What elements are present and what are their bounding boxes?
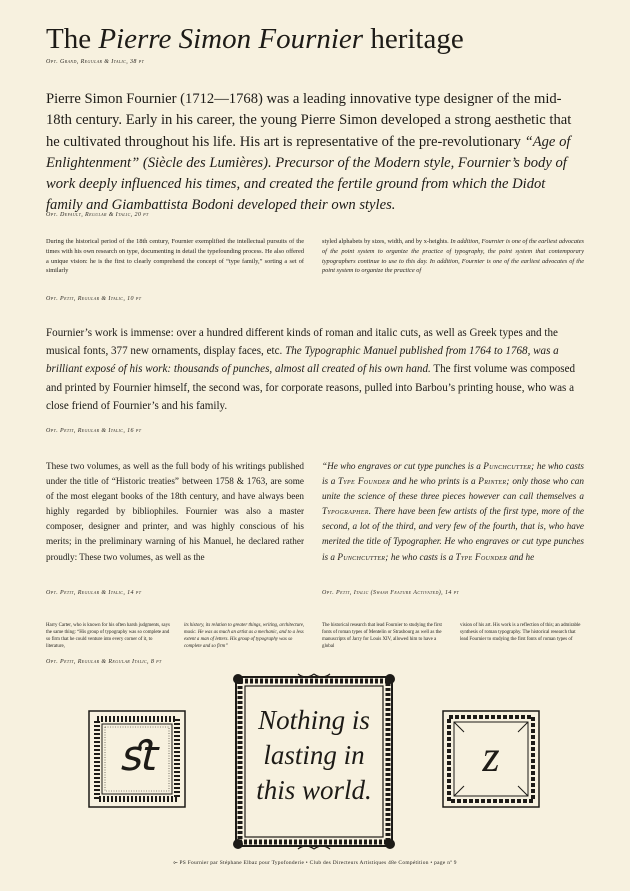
petit8-column-1: Harry Carter, who is known for his often harsh judgments, says the same thing: “His group of typography was so complete and so firm that he could venture into every corner of it, to literature, (46, 623, 170, 649)
petit10-right-column: styled alphabets by sizes, width, and by x-heights. In addition, Fournier is one of the earliest advocates of the point system to organize the practice of typography, the point system that contemporary typographers continue to use to this day. In addition, Fournier is one of the earliest advocates of the point system to organize the practice of (322, 238, 584, 275)
petit14-swash-column: “He who engraves or cut type punches is a Punchcutter; he who casts is a Type Founder and he who prints is a Printer; only those who can unite the science of these three pieces however can call themselves a Typographer. There have been few artists of the first type, more of the second, a lot of the third, and very few of the fourth, that is, who have merited the title of Typographer. He who engraves or cut type punches is a Punchcutter; he who casts is a Type Founder and he (322, 461, 584, 562)
caption-petit10: Opt. Petit, Regular & Italic, 10 pt (46, 296, 142, 302)
petit14-left-column: These two volumes, as well as the full body of his writings published under the title of “Historic treaties” between 1758 & 1763, are some of the most elegant books of the 18th century, and have always been highly regarded by bibliophiles. Fournier was also a master composer, designer and printer, and was highly conscious of his merits; in the preliminary warning of his Manuel, he declared rather proudly: These two volumes, as well as the (46, 461, 304, 562)
petit8-column-4: vision of his art. His work is a reflection of this; an admirable synthesis of roman typography. The historical research that lead Fournier to studying the first fonts of roman types of (460, 623, 581, 642)
swash-z-glyph: z (482, 732, 500, 781)
page-title: The Pierre Simon Fournier heritage (46, 23, 464, 55)
ornament-frame-right (442, 710, 540, 808)
ligature-st-glyph: ﬆ (118, 734, 156, 780)
caption-grand: Opt. Grand, Regular & Italic, 38 pt (46, 59, 145, 65)
petit8-column-2: its history, its relation to greater things, writing, architecture, music. He was as much an artist as a mechanic, and to a less extent a man of letters. His group of typography was so complete and so firm” (184, 623, 305, 649)
caption-petit14-swash: Opt. Petit, Italic (Swash Feature Activated), 14 pt (322, 590, 460, 596)
caption-default: Opt. Default, Regular & Italic, 20 pt (46, 212, 149, 218)
page-footer: ⟜ PS Fournier par Stéphane Elbaz pour Typofonderie • Club des Directeurs Artistiques 48e Compétition • page nº 9 (173, 860, 457, 866)
caption-petit14: Opt. Petit, Regular & Italic, 14 pt (46, 590, 142, 596)
petit16-paragraph: Fournier’s work is immense: over a hundred different kinds of roman and italic cuts, as well as Greek types and the musical fonts, 377 new ornaments, display faces, etc. The Typographic Manuel published from 1764 to 1768, was a brilliant exposé of his work: thousands of punches, almost all created of his own hand. The first volume was composed and printed by Fournier himself, the second was, for corporate reasons, pulled into Barbou’s printing house, who was a close friend of Fournier’s and his family. (46, 327, 576, 412)
ornament-frame-left (88, 710, 186, 808)
caption-petit16: Opt. Petit, Regular & Italic, 16 pt (46, 428, 142, 434)
petit10-left-column: During the historical period of the 18th century, Fournier exemplified the intellectual pursuits of the times with his own research on type, documenting in detail the typefounding process. He also offered a unique vision: he is the first to clearly comprehend the concept of “type family,” sorting a set of similarly (46, 238, 304, 275)
quote-text: Nothing is lasting in this world. (256, 705, 372, 805)
caption-petit8: Opt. Petit, Regular & Regular Italic, 8 pt (46, 659, 162, 665)
petit8-column-3: The historical research that lead Fournier to studying the first fonts of roman types of Mentelin or Strasbourg as well as the manuscripts of Jarry for Louis XIV, allowed him to have a global (322, 623, 442, 649)
intro-paragraph: Pierre Simon Fournier (1712—1768) was a leading innovative type designer of the mid-18th century. Early in his career, the young Pierre Simon developed a strong aesthetic that he cultivated throughout his life. His art is representative of the pre-revolutionary “Age of Enlightenment” (Siècle des Lumières). Precursor of the Modern style, Fournier’s body of work deeply influenced his times, and created the fertile ground from which the Didot family and Giambattista Bodoni developed their own styles. (46, 91, 572, 214)
quote-frame (232, 673, 396, 850)
